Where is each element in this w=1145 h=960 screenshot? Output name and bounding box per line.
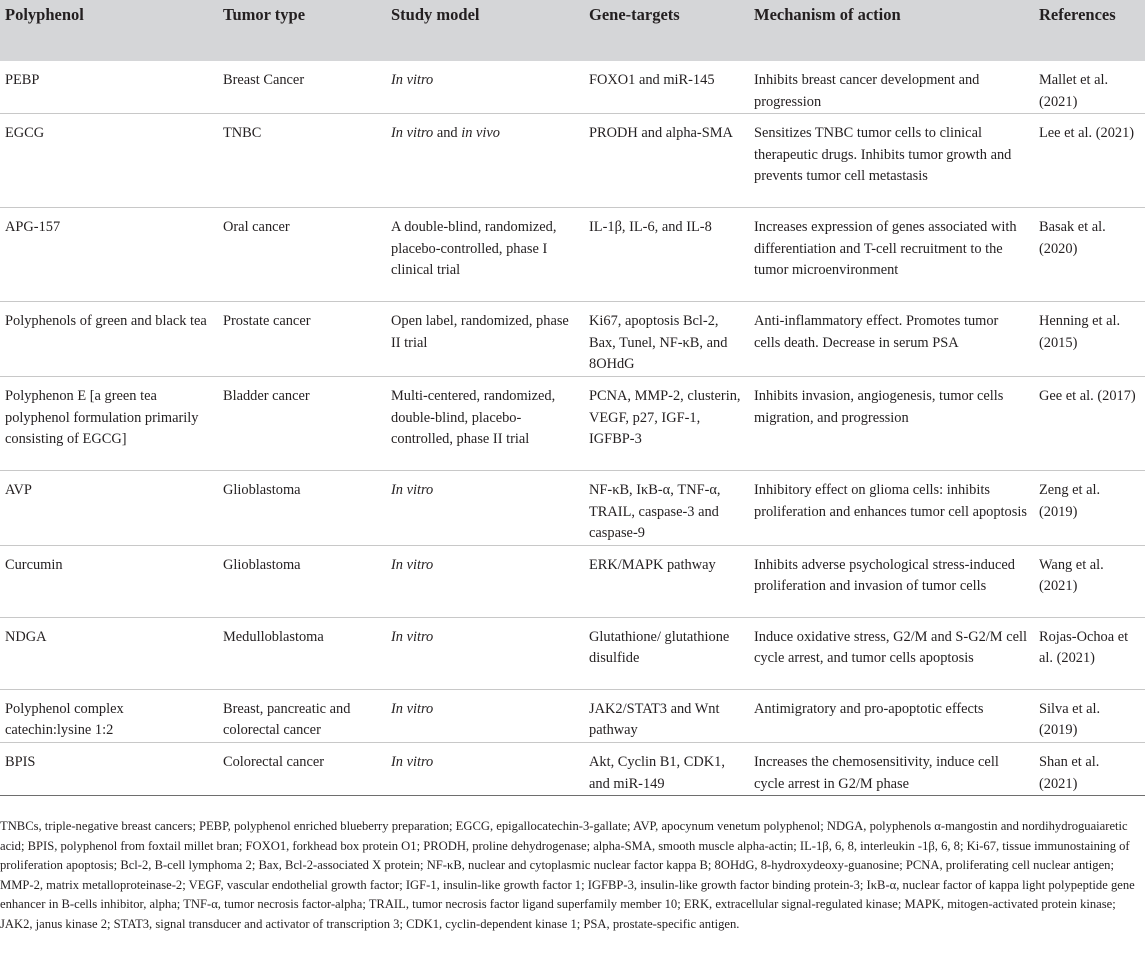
cell-gene-targets: FOXO1 and miR-145 xyxy=(584,61,749,114)
cell-study-model xyxy=(386,617,584,689)
cell-reference: Gee et al. (2017) xyxy=(1034,376,1145,470)
cell-gene-targets: PCNA, MMP-2, clusterin, VEGF, p27, IGF-1, IGFBP-3 xyxy=(584,376,749,470)
cell-reference: Rojas-Ochoa et al. (2021) xyxy=(1034,617,1145,689)
cell-gene-targets: Glutathione/ glutathione disulfide xyxy=(584,617,749,689)
cell-mechanism: Antimigratory and pro-apoptotic effects xyxy=(749,689,1034,742)
cell-tumor-type: Prostate cancer xyxy=(218,302,386,377)
cell-polyphenol: APG-157 xyxy=(0,208,218,302)
study-model-italic: In vitro xyxy=(391,700,434,717)
table-row xyxy=(0,302,1145,377)
header-study-model: Study model xyxy=(391,5,480,24)
cell-tumor-type: Medulloblastoma xyxy=(218,617,386,689)
cell-polyphenol: Polyphenol complex catechin:lysine 1:2 xyxy=(0,689,218,742)
table-row xyxy=(0,114,1145,208)
cell-study-model xyxy=(386,470,584,545)
cell-polyphenol: AVP xyxy=(0,470,218,545)
cell-study-model xyxy=(386,61,584,114)
cell-gene-targets: JAK2/STAT3 and Wnt pathway xyxy=(584,689,749,742)
cell-reference: Basak et al. (2020) xyxy=(1034,208,1145,302)
cell-study-model xyxy=(386,742,584,795)
cell-gene-targets: PRODH and alpha-SMA xyxy=(584,114,749,208)
cell-gene-targets: NF-κB, IκB-α, TNF-α, TRAIL, caspase-3 and caspase-9 xyxy=(584,470,749,545)
study-model-italic: In vitro xyxy=(391,72,434,88)
cell-tumor-type: TNBC xyxy=(218,114,386,208)
cell-study-model xyxy=(386,302,584,377)
cell-mechanism: Increases the chemosensitivity, induce cell cycle arrest in G2/M phase xyxy=(749,742,1034,795)
cell-polyphenol: EGCG xyxy=(0,114,218,208)
header-row xyxy=(0,0,1145,61)
cell-reference: Lee et al. (2021) xyxy=(1034,114,1145,208)
cell-reference: Silva et al. (2019) xyxy=(1034,689,1145,742)
cell-mechanism: Anti-inflammatory effect. Promotes tumor cells death. Decrease in serum PSA xyxy=(749,302,1034,377)
cell-study-model xyxy=(386,376,584,470)
cell-tumor-type: Bladder cancer xyxy=(218,376,386,470)
cell-mechanism: Inhibits invasion, angiogenesis, tumor cells migration, and progression xyxy=(749,376,1034,470)
cell-polyphenol: PEBP xyxy=(0,61,218,114)
study-model-and: and xyxy=(433,125,462,142)
cell-reference: Mallet et al. (2021) xyxy=(1034,61,1145,114)
cell-gene-targets: Akt, Cyclin B1, CDK1, and miR-149 xyxy=(584,742,749,795)
table-body xyxy=(0,61,1145,796)
cell-mechanism: Induce oxidative stress, G2/M and S-G2/M cell cycle arrest, and tumor cells apoptosis xyxy=(749,617,1034,689)
study-model-italic: In vitro xyxy=(391,556,434,573)
cell-gene-targets: IL-1β, IL-6, and IL-8 xyxy=(584,208,749,302)
cell-tumor-type: Glioblastoma xyxy=(218,470,386,545)
study-model-italic: In vitro xyxy=(391,481,434,498)
cell-mechanism: Inhibits adverse psychological stress-induced proliferation and invasion of tumor cells xyxy=(749,545,1034,617)
cell-reference: Wang et al. (2021) xyxy=(1034,545,1145,617)
table-row xyxy=(0,470,1145,545)
cell-tumor-type: Breast, pancreatic and colorectal cancer xyxy=(218,689,386,742)
study-model-italic: In vitro xyxy=(391,753,434,770)
table-header xyxy=(0,0,1145,61)
cell-mechanism: Inhibits breast cancer development and progression xyxy=(749,61,1034,114)
cell-reference: Zeng et al. (2019) xyxy=(1034,470,1145,545)
table-row xyxy=(0,376,1145,470)
cell-polyphenol: Polyphenols of green and black tea xyxy=(0,302,218,377)
cell-reference: Henning et al. (2015) xyxy=(1034,302,1145,377)
cell-study-model xyxy=(386,114,584,208)
table-row xyxy=(0,742,1145,795)
cell-tumor-type: Glioblastoma xyxy=(218,545,386,617)
cell-mechanism: Sensitizes TNBC tumor cells to clinical therapeutic drugs. Inhibits tumor growth and prevents tumor cell metastasis xyxy=(749,114,1034,208)
cell-gene-targets: ERK/MAPK pathway xyxy=(584,545,749,617)
table-footnote: TNBCs, triple-negative breast cancers; PEBP, polyphenol enriched blueberry preparation; EGCG, epigallocatechin-3-gallate; AVP, apocynum venetum polyphenol; NDGA, polyphenols α-mangostin and nordihydroguaiaretic acid; BPIS, polyphenol from foxtail millet bran; FOXO1, forkhead box protein O1; PRODH, proline dehydrogenase; alpha-SMA, smooth muscle alpha-actin; IL-1β, 6, 8, interleukin -1β, 6, 8; Ki-67, tissue immunostaining of proliferation apoptosis; Bcl-2, B-cell lymphoma 2; Bax, Bcl-2-associated X protein; NF-κB, nuclear and cytoplasmic nuclear factor kappa B; 8OHdG, 8-hydroxydeoxy-guanosine; PCNA, proliferating cell nuclear antigen; MMP-2, matrix metalloproteinase-2; VEGF, vascular endothelial growth factor; IGF-1, insulin-like growth factor 1; IGFBP-3, insulin-like growth factor binding protein-3; IκB-α, nuclear factor of kappa light polypeptide gene enhancer in B-cells inhibitor, alpha; TNF-α, tumor necrosis factor-alpha; TRAIL, tumor necrosis factor ligand superfamily member 10; ERK, extracellular signal-regulated kinase; MAPK, mitogen-activated protein kinase; JAK2, janus kinase 2; STAT3, signal transducer and activator of transcription 3; CDK1, cyclin-dependent kinase 1; PSA, prostate-specific antigen. xyxy=(0,819,1135,931)
cell-study-model xyxy=(386,689,584,742)
cell-mechanism: Inhibitory effect on glioma cells: inhibits proliferation and enhances tumor cell apoptosis xyxy=(749,470,1034,545)
study-model-in-vivo: in vivo xyxy=(461,125,500,142)
cell-polyphenol: NDGA xyxy=(0,617,218,689)
table-row xyxy=(0,545,1145,617)
table-row xyxy=(0,617,1145,689)
table-row xyxy=(0,689,1145,742)
cell-study-model xyxy=(386,545,584,617)
table-row xyxy=(0,61,1145,114)
cell-tumor-type: Breast Cancer xyxy=(218,61,386,114)
cell-polyphenol: Polyphenon E [a green tea polyphenol formulation primarily consisting of EGCG] xyxy=(0,376,218,470)
header-gene-targets: Gene-targets xyxy=(589,5,680,24)
cell-tumor-type: Colorectal cancer xyxy=(218,742,386,795)
cell-study-model xyxy=(386,208,584,302)
cell-reference: Shan et al. (2021) xyxy=(1034,742,1145,795)
study-model-text: A double-blind, randomized, placebo-controlled, phase I clinical trial xyxy=(391,219,557,279)
table-row xyxy=(0,208,1145,302)
cell-polyphenol: Curcumin xyxy=(0,545,218,617)
header-references: References xyxy=(1039,5,1116,24)
study-model-italic: In vitro xyxy=(391,628,434,645)
cell-mechanism: Increases expression of genes associated with differentiation and T-cell recruitment to the tumor microenvironment xyxy=(749,208,1034,302)
header-mechanism: Mechanism of action xyxy=(754,5,901,24)
cell-tumor-type: Oral cancer xyxy=(218,208,386,302)
study-model-text: Open label, randomized, phase II trial xyxy=(391,313,569,351)
study-model-text: Multi-centered, randomized, double-blind, placebo-controlled, phase II trial xyxy=(391,387,556,448)
header-polyphenol: Polyphenol xyxy=(5,5,84,24)
cell-polyphenol: BPIS xyxy=(0,742,218,795)
header-tumor-type: Tumor type xyxy=(223,5,306,24)
cell-gene-targets: Ki67, apoptosis Bcl-2, Bax, Tunel, NF-κB, and 8OHdG xyxy=(584,302,749,377)
study-model-italic: In vitro xyxy=(391,125,434,142)
